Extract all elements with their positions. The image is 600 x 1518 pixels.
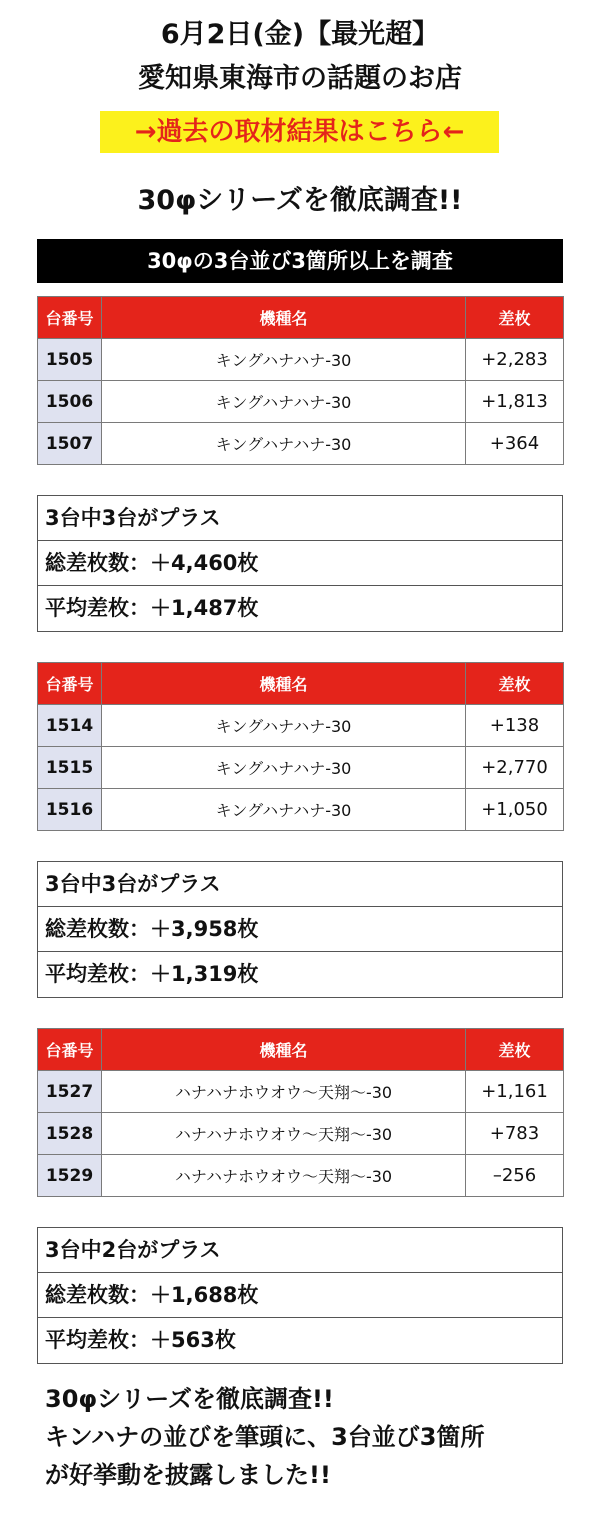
diff-value: +364 xyxy=(466,423,564,465)
diff-value: +783 xyxy=(466,1113,564,1155)
summary-box-2 xyxy=(37,861,563,998)
header-diff: 差枚 xyxy=(466,663,564,705)
diff-value: –256 xyxy=(466,1155,564,1197)
section-bar: 30φの3台並び3箇所以上を調査 xyxy=(37,239,563,283)
model-name: キングハナハナ-30 xyxy=(102,381,466,423)
machine-no: 1506 xyxy=(38,381,102,423)
model-name: キングハナハナ-30 xyxy=(102,705,466,747)
past-results-link[interactable]: →過去の取材結果はこちら← xyxy=(100,111,499,153)
footer-line: 30φシリーズを徹底調査!! xyxy=(45,1385,334,1413)
result-table-2 xyxy=(37,662,564,831)
summary-box-3 xyxy=(37,1227,563,1364)
model-name: キングハナハナ-30 xyxy=(102,747,466,789)
summary-total: 総差枚数：＋1,688枚 xyxy=(38,1273,562,1318)
header-machine-no: 台番号 xyxy=(38,1029,102,1071)
summary-total: 総差枚数：＋3,958枚 xyxy=(38,907,562,952)
machine-no: 1514 xyxy=(38,705,102,747)
header-machine-no: 台番号 xyxy=(38,297,102,339)
diff-value: +1,813 xyxy=(466,381,564,423)
machine-no: 1527 xyxy=(38,1071,102,1113)
diff-value: +2,283 xyxy=(466,339,564,381)
machine-no: 1516 xyxy=(38,789,102,831)
model-name: ハナハナホウオウ〜天翔〜-30 xyxy=(102,1071,466,1113)
result-table-1 xyxy=(37,296,564,465)
machine-no: 1507 xyxy=(38,423,102,465)
diff-value: +1,161 xyxy=(466,1071,564,1113)
table-row xyxy=(38,1071,564,1113)
table-header-row xyxy=(38,663,564,705)
table-row xyxy=(38,1155,564,1197)
footer-line: が好挙動を披露しました!! xyxy=(45,1461,331,1489)
machine-no: 1505 xyxy=(38,339,102,381)
header-diff: 差枚 xyxy=(466,297,564,339)
model-name: ハナハナホウオウ〜天翔〜-30 xyxy=(102,1113,466,1155)
diff-value: +1,050 xyxy=(466,789,564,831)
header-model: 機種名 xyxy=(102,663,466,705)
header-machine-no: 台番号 xyxy=(38,663,102,705)
table-row xyxy=(38,381,564,423)
footer-line: キンハナの並びを筆頭に、3台並び3箇所 xyxy=(45,1423,485,1451)
diff-value: +138 xyxy=(466,705,564,747)
summary-average: 平均差枚：＋1,319枚 xyxy=(45,962,259,986)
table-header-row xyxy=(38,1029,564,1071)
summary-plus-count: 3台中3台がプラス xyxy=(38,862,562,907)
footer-comment xyxy=(45,1380,565,1494)
model-name: キングハナハナ-30 xyxy=(102,339,466,381)
result-table-3 xyxy=(37,1028,564,1197)
table-row xyxy=(38,423,564,465)
page-title-store: 愛知県東海市の話題のお店 xyxy=(138,63,462,94)
table-row xyxy=(38,339,564,381)
table-header-row xyxy=(38,297,564,339)
table-row xyxy=(38,747,564,789)
table-row xyxy=(38,705,564,747)
table-row xyxy=(38,1113,564,1155)
summary-plus-count: 3台中3台がプラス xyxy=(38,496,562,541)
series-heading: 30φシリーズを徹底調査!! xyxy=(137,185,463,216)
summary-total: 総差枚数：＋4,460枚 xyxy=(38,541,562,586)
table-row xyxy=(38,789,564,831)
machine-no: 1529 xyxy=(38,1155,102,1197)
machine-no: 1528 xyxy=(38,1113,102,1155)
summary-average: 平均差枚：＋563枚 xyxy=(45,1328,236,1352)
model-name: キングハナハナ-30 xyxy=(102,423,466,465)
header-diff: 差枚 xyxy=(466,1029,564,1071)
header-model: 機種名 xyxy=(102,1029,466,1071)
diff-value: +2,770 xyxy=(466,747,564,789)
summary-average: 平均差枚：＋1,487枚 xyxy=(45,596,259,620)
model-name: ハナハナホウオウ〜天翔〜-30 xyxy=(102,1155,466,1197)
header-model: 機種名 xyxy=(102,297,466,339)
machine-no: 1515 xyxy=(38,747,102,789)
summary-plus-count: 3台中2台がプラス xyxy=(38,1228,562,1273)
model-name: キングハナハナ-30 xyxy=(102,789,466,831)
summary-box-1 xyxy=(37,495,563,632)
page-title-date: 6月2日(金)【最光超】 xyxy=(160,19,440,50)
